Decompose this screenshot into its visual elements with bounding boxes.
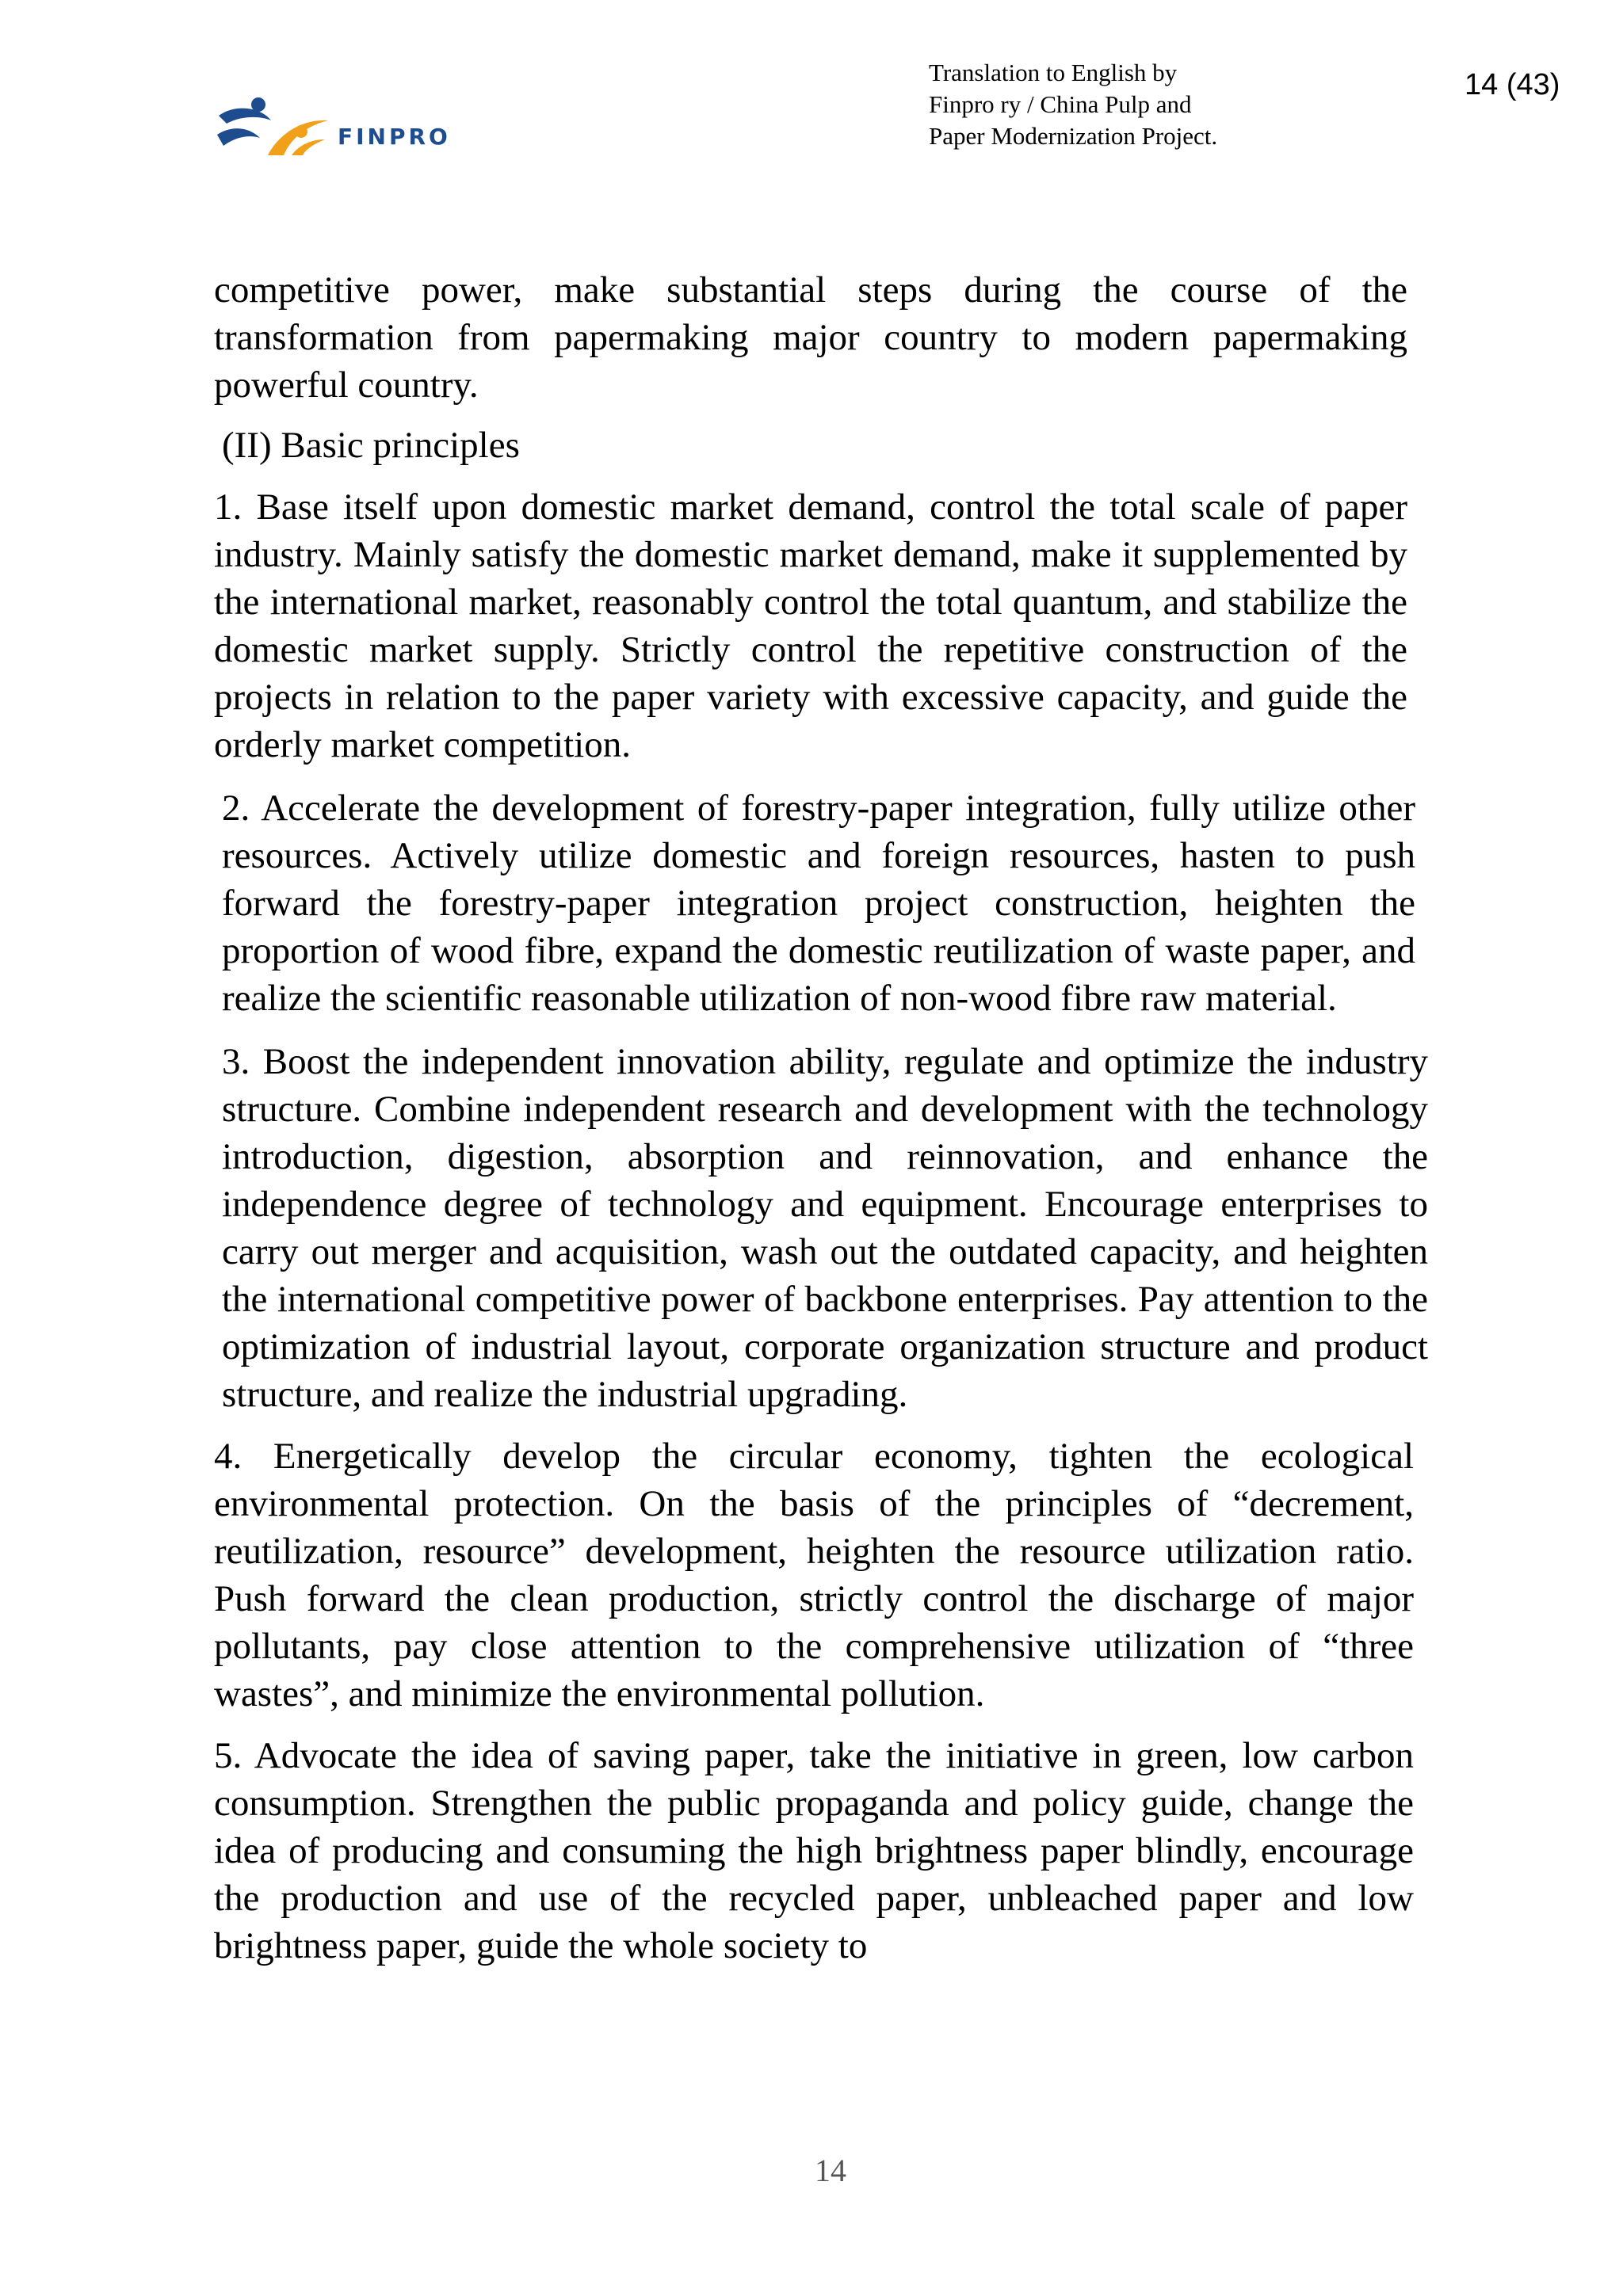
document-body [214, 266, 1428, 1970]
finpro-logo [212, 89, 466, 158]
page-counter: 14 (43) [1465, 68, 1560, 101]
paragraph-continuation: competitive power, make substantial steps during the course of the transformation from papermaking major country to modern papermaking powerful country. [214, 269, 1407, 406]
finpro-logo-mark-icon [212, 89, 331, 158]
page-number: 14 [815, 2153, 846, 2188]
finpro-logo-text: FINPRO [338, 124, 451, 150]
translation-note [929, 57, 1341, 152]
principle-5: 5. Advocate the idea of saving paper, take the initiative in green, low carbon consumption. Strengthen the public propaganda and policy guide, change the idea of producing and consuming the high brightness paper blindly, encourage the production and use of the recycled paper, unbleached paper and low brightness paper, guide the whole society to [214, 1735, 1414, 1966]
translation-note-line: Finpro ry / China Pulp and [929, 90, 1192, 118]
principle-2: 2. Accelerate the development of forestry-paper integration, fully utilize other resources. Actively utilize domestic and foreign resources, hasten to push forward the forestry-paper integration project construction, heighten the proportion of wood fibre, expand the domestic reutilization of waste paper, and realize the scientific reasonable utilization of non-wood fibre raw material. [222, 788, 1415, 1019]
translation-note-line: Paper Modernization Project. [929, 122, 1218, 150]
principle-4: 4. Energetically develop the circular economy, tighten the ecological environmental protection. On the basis of the principles of “decrement, reutilization, resource” development, heighten the resource utilization ratio. Push forward the clean production, strictly control the discharge of major pollutants, pay close attention to the comprehensive utilization of “three wastes”, and minimize the environmental pollution. [214, 1436, 1414, 1714]
translation-note-line: Translation to English by [929, 59, 1178, 86]
section-heading: (II) Basic principles [222, 425, 520, 466]
principle-3: 3. Boost the independent innovation ability, regulate and optimize the industry structure. Combine independent research and development with the technology introduction, digestion, absorption and reinnovation, and enhance the independence degree of technology and equipment. Encourage enterprises to carry out merger and acquisition, wash out the outdated capacity, and heighten the international competitive power of backbone enterprises. Pay attention to the optimization of industrial layout, corporate organization structure and product structure, and realize the industrial upgrading. [222, 1041, 1428, 1415]
principle-1: 1. Base itself upon domestic market demand, control the total scale of paper industry. Mainly satisfy the domestic market demand, make it supplemented by the international market, reasonably control the total quantum, and stabilize the domestic market supply. Strictly control the repetitive construction of the projects in relation to the paper variety with excessive capacity, and guide the orderly market competition. [214, 486, 1407, 765]
